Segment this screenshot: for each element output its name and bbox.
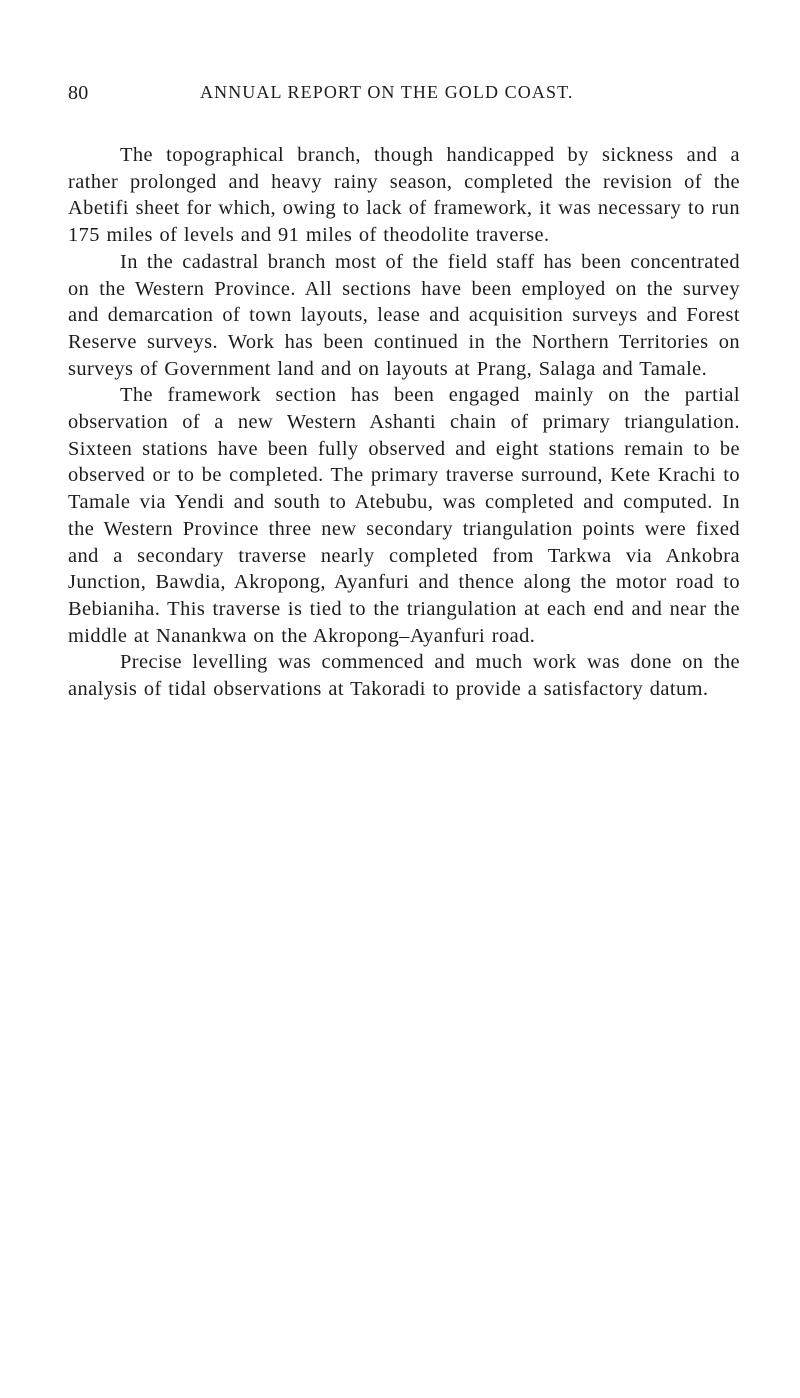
paragraph-topographical: The topographical branch, though handicapped by sickness and a rather prolonged and heavy rainy season, completed the revision of the Abetifi sheet for which, owing to lack of framework, it was necessary to run 175 miles of levels and 91 miles of theodolite traverse. xyxy=(68,144,740,247)
running-title: ANNUAL REPORT ON THE GOLD COAST. xyxy=(200,82,574,102)
body-text xyxy=(68,142,740,703)
paragraph-framework: The framework section has been engaged mainly on the partial observation of a new Western Ashanti chain of primary triangulation. Sixteen stations have been fully observed and eight stations remain to be observed or to be completed. The primary traverse surround, Kete Krachi to Tamale via Yendi and south to Atebubu, was completed and computed. In the Western Province three new secondary triangulation points were fixed and a secondary traverse nearly completed from Tarkwa via Ankobra Junction, Bawdia, Akropong, Ayanfuri and thence along the motor road to Bebianiha. This traverse is tied to the triangulation at each end and near the middle at Nanankwa on the Akropong–Ayanfuri road. xyxy=(68,384,740,647)
page-number: 80 xyxy=(68,82,89,104)
paragraph-cadastral: In the cadastral branch most of the field staff has been concentrated on the Western Province. All sections have been employed on the survey and demarcation of town layouts, lease and acquisition surveys and Forest Reserve surveys. Work has been continued in the Northern Territories on surveys of Government land and on layouts at Prang, Salaga and Tamale. xyxy=(68,250,740,380)
paragraph-levelling: Precise levelling was commenced and much work was done on the analysis of tidal observations at Takoradi to provide a satisfactory datum. xyxy=(68,651,740,701)
page-header xyxy=(68,82,668,112)
